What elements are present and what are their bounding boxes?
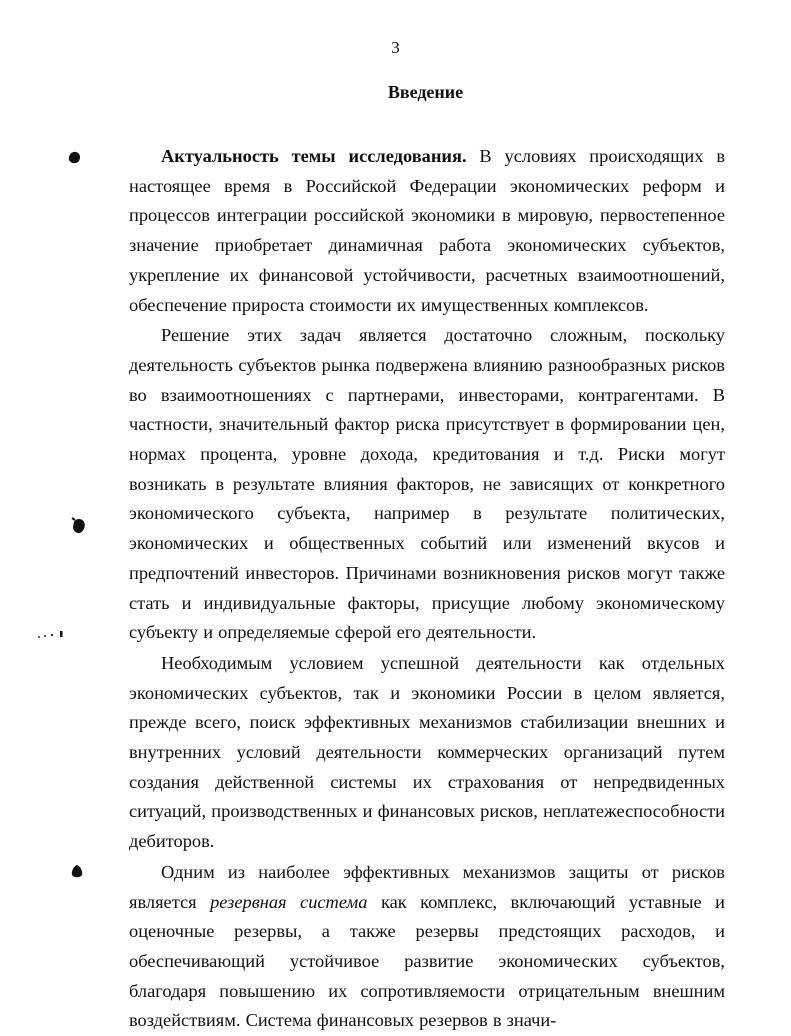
scan-speck-4 <box>68 862 86 880</box>
scan-speck-1 <box>66 148 84 166</box>
paragraph-conditions <box>129 649 725 857</box>
paragraph-reserve-system <box>129 858 725 1036</box>
reserve-system-term: резервная система <box>210 891 368 912</box>
paragraph-text: Необходимым условием успешной деятельности как отдельных экономических субъектов, так и экономики России в целом является, прежде всего, поиск эффективных механизмов стабилизации внешних и внутренних условий деятельности коммерческих организаций путем создания действенной системы их страхования от непредвиденных ситуаций, производственных и финансовых рисков, неплатежеспособности дебиторов. <box>129 652 725 852</box>
paragraph-text: Решение этих задач является достаточно сложным, поскольку деятельность субъектов рынка подвержена влиянию разнообразных рисков во взаимоотношениях с партнерами, инвесторами, контрагентами. В частности, значительный фактор риска присутствует в формировании цен, нормах процента, уровне дохода, кредитования и т.д. Риски могут возникать в результате влияния факторов, не зависящих от конкретного экономического субъекта, например в результате политических, экономических и общественных событий или изменений вкусов и предпочтений инвесторов. Причинами возникновения рисков могут также стать и индивидуальные факторы, присущие любому экономическому субъекту и определяемые сферой его деятельности. <box>129 325 725 643</box>
paragraph-risks <box>129 321 725 648</box>
paragraph-text: В условиях происходящих в настоящее время в Российской Федерации экономических реформ и процессов интеграции российской экономики в мировую, первостепенное значение приобретает динамичная работа экономических субъектов, укрепление их финансовой устойчивости, расчетных взаимоотношений, обеспечение прироста стоимости их имущественных комплексов. <box>129 146 725 315</box>
scan-speck-3 <box>36 628 66 640</box>
document-body <box>129 142 725 1036</box>
relevance-heading: Актуальность темы исследования. <box>161 146 467 166</box>
paragraph-relevance <box>129 142 725 320</box>
page-number: 3 <box>391 38 400 57</box>
page-title: Введение <box>387 82 464 102</box>
paragraph-text: как комплекс, включающий уставные и оценочные резервы, а также резервы предстоящих расходов, и обеспечивающий устойчивое развитие экономических субъектов, благодаря повышению их сопротивляемости отрицательным внешним воздействиям. Система финансовых резервов в значи- <box>129 891 725 1031</box>
scan-speck-2 <box>70 516 88 536</box>
paragraph-text: Одним из наиболее эффективных механизмов защиты от рисков является <box>129 861 725 912</box>
